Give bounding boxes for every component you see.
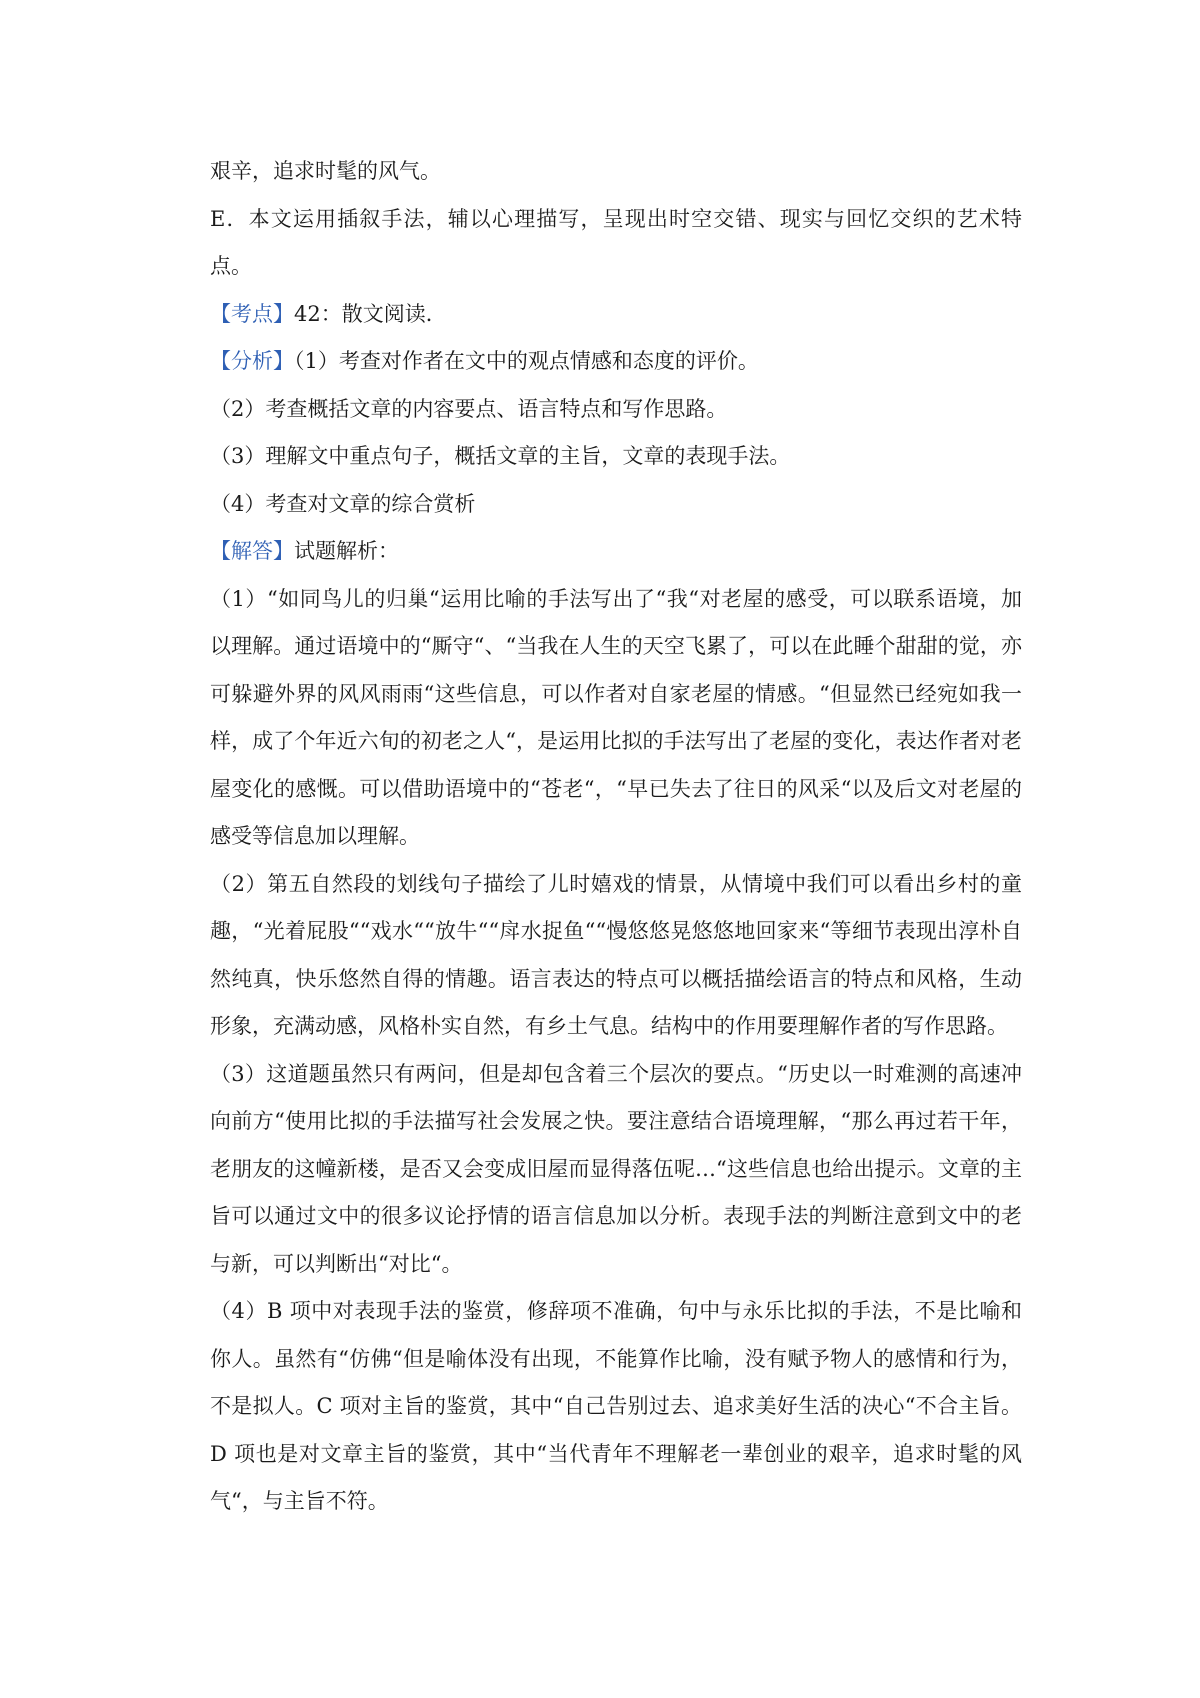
kaodian-close-bracket: 】 bbox=[273, 301, 294, 326]
option-e: E．本文运用插叙手法，辅以心理描写，呈现出时空交错、现实与回忆交织的艺术特点。 bbox=[210, 206, 1022, 278]
fenxi-close-bracket: 】 bbox=[273, 349, 294, 373]
jieda-open-bracket: 【 bbox=[210, 539, 231, 563]
fenxi-section bbox=[210, 338, 1022, 386]
jieda-section bbox=[210, 528, 1022, 576]
answer-paragraph-1: （1）“如同鸟儿的归巢“运用比喻的手法写出了“我“对老屋的感受，可以联系语境，加以理解。通过语境中的“厮守“、“当我在人生的天空飞累了，可以在此睡个甜甜的觉，亦可躲避外界的风风雨雨“这些信息，可以作者对自家老屋的情感。“但显然已经宛如我一样，成了个年近六旬的初老之人“，是运用比拟的手法写出了老屋的变化，表达作者对老屋变化的感慨。可以借助语境中的“苍老“，“早已失去了往日的风采“以及后文对老屋的感受等信息加以理解。 bbox=[210, 586, 1022, 848]
answer-paragraph-2: （2）第五自然段的划线句子描绘了儿时嬉戏的情景，从情境中我们可以看出乡村的童趣，“光着屁股““戏水““放牛““戽水捉鱼““慢悠悠晃悠悠地回家来“等细节表现出淳朴自然纯真，快乐悠然自得的情趣。语言表达的特点可以概括描绘语言的特点和风格，生动形象，充满动感，风格朴实自然，有乡土气息。结构中的作用要理解作者的写作思路。 bbox=[210, 871, 1022, 1038]
jieda-close-bracket: 】 bbox=[273, 539, 294, 563]
analysis-item: （3）理解文中重点句子，概括文章的主旨，文章的表现手法。 bbox=[210, 444, 791, 468]
kaodian-text: 42：散文阅读． bbox=[294, 301, 447, 326]
kaodian-label: 考点 bbox=[231, 301, 273, 326]
jieda-text: 试题解析： bbox=[294, 539, 399, 563]
kaodian-section bbox=[210, 291, 1022, 339]
document-page bbox=[210, 148, 1022, 1526]
analysis-item: （4）考查对文章的综合赏析 bbox=[210, 491, 476, 516]
fenxi-text: （1）考查对作者在文中的观点情感和态度的评价。 bbox=[294, 349, 759, 373]
analysis-item: （2）考查概括文章的内容要点、语言特点和写作思路。 bbox=[210, 396, 728, 421]
answer-paragraph-4: （4）B 项中对表现手法的鉴赏，修辞项不准确，句中与永乐比拟的手法，不是比喻和你人。虽然有“仿佛“但是喻体没有出现，不能算作比喻，没有赋予物人的感情和行为，不是拟人。C 项对主旨的鉴赏，其中“自己告别过去、追求美好生活的决心“不合主旨。D 项也是对文章主旨的鉴赏，其中“当代青年不理解老一辈创业的艰辛，追求时髦的风气“，与主旨不符。 bbox=[210, 1299, 1022, 1513]
jieda-label: 解答 bbox=[231, 539, 273, 563]
option-d-continuation: 艰辛，追求时髦的风气。 bbox=[210, 159, 441, 183]
kaodian-open-bracket: 【 bbox=[210, 301, 231, 326]
answer-paragraph-3: （3）这道题虽然只有两问，但是却包含着三个层次的要点。“历史以一时难测的高速冲向前方“使用比拟的手法描写社会发展之快。要注意结合语境理解，“那么再过若干年，老朋友的这幢新楼，是否又会变成旧屋而显得落伍呢…“这些信息也给出提示。文章的主旨可以通过文中的很多议论抒情的语言信息加以分析。表现手法的判断注意到文中的老与新，可以判断出“对比“。 bbox=[210, 1061, 1022, 1276]
fenxi-label: 分析 bbox=[231, 349, 273, 373]
fenxi-open-bracket: 【 bbox=[210, 349, 231, 373]
